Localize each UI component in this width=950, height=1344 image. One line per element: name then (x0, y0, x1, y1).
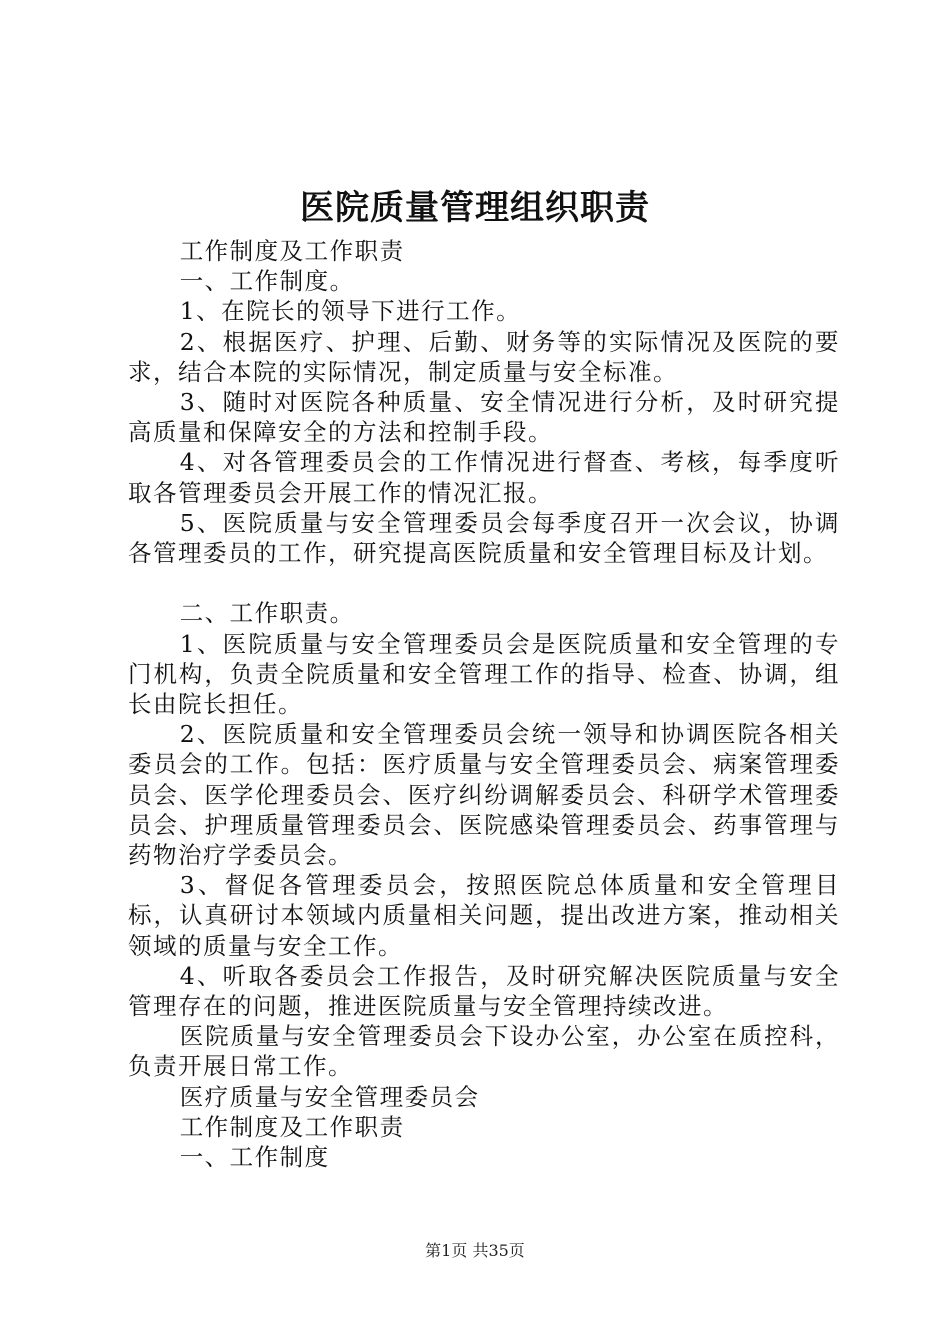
page-number-footer: 第1页 共35页 (425, 1241, 525, 1260)
paragraph: 医疗质量与安全管理委员会 (179, 1082, 480, 1111)
paragraph: 工作制度及工作职责 (179, 237, 405, 265)
paragraph: 医院质量与安全管理委员会下设办公室，办公室在质控科，负责开展日常工作。 (128, 1022, 840, 1081)
paragraph: 3、督促各管理委员会，按照医院总体质量和安全管理目标，认真研讨本领域内质量相关问题，提出改进方案，推动相关领域的质量与安全工作。 (128, 871, 840, 960)
document-title: 医院质量管理组织职责 (300, 188, 650, 228)
paragraph: 一、工作制度。 (179, 267, 355, 296)
paragraph: 5、医院质量与安全管理委员会每季度召开一次会议，协调各管理委员的工作，研究提高医院质量和安全管理目标及计划。 (128, 508, 840, 568)
paragraph: 4、听取各委员会工作报告，及时研究解决医院质量与安全管理存在的问题，推进医院质量与安全管理持续改进。 (128, 961, 840, 1021)
paragraph: 4、对各管理委员会的工作情况进行督查、考核，每季度听取各管理委员会开展工作的情况汇报。 (128, 448, 840, 507)
paragraph: 2、医院质量和安全管理委员会统一领导和协调医院各相关委员会的工作。包括：医疗质量与安全管理委员会、病案管理委员会、医学伦理委员会、医疗纠纷调解委员会、科研学术管理委员会、护理质量管理委员会、医院感染管理委员会、药事管理与药物治疗学委员会。 (128, 720, 840, 870)
paragraph: 二、工作职责。 (179, 599, 355, 628)
paragraph: 2、根据医疗、护理、后勤、财务等的实际情况及医院的要求，结合本院的实际情况，制定质量与安全标准。 (128, 327, 840, 386)
paragraph: 1、在院长的领导下进行工作。 (179, 297, 522, 326)
blank-line (128, 568, 840, 598)
paragraph: 3、随时对医院各种质量、安全情况进行分析，及时研究提高质量和保障安全的方法和控制手段。 (128, 388, 840, 447)
paragraph: 一、工作制度 (179, 1143, 330, 1172)
paragraph: 1、医院质量与安全管理委员会是医院质量和安全管理的专门机构，负责全院质量和安全管理工作的指导、检查、协调，组长由院长担任。 (128, 629, 840, 719)
paragraph: 工作制度及工作职责 (179, 1112, 405, 1141)
document-body (128, 236, 840, 1172)
